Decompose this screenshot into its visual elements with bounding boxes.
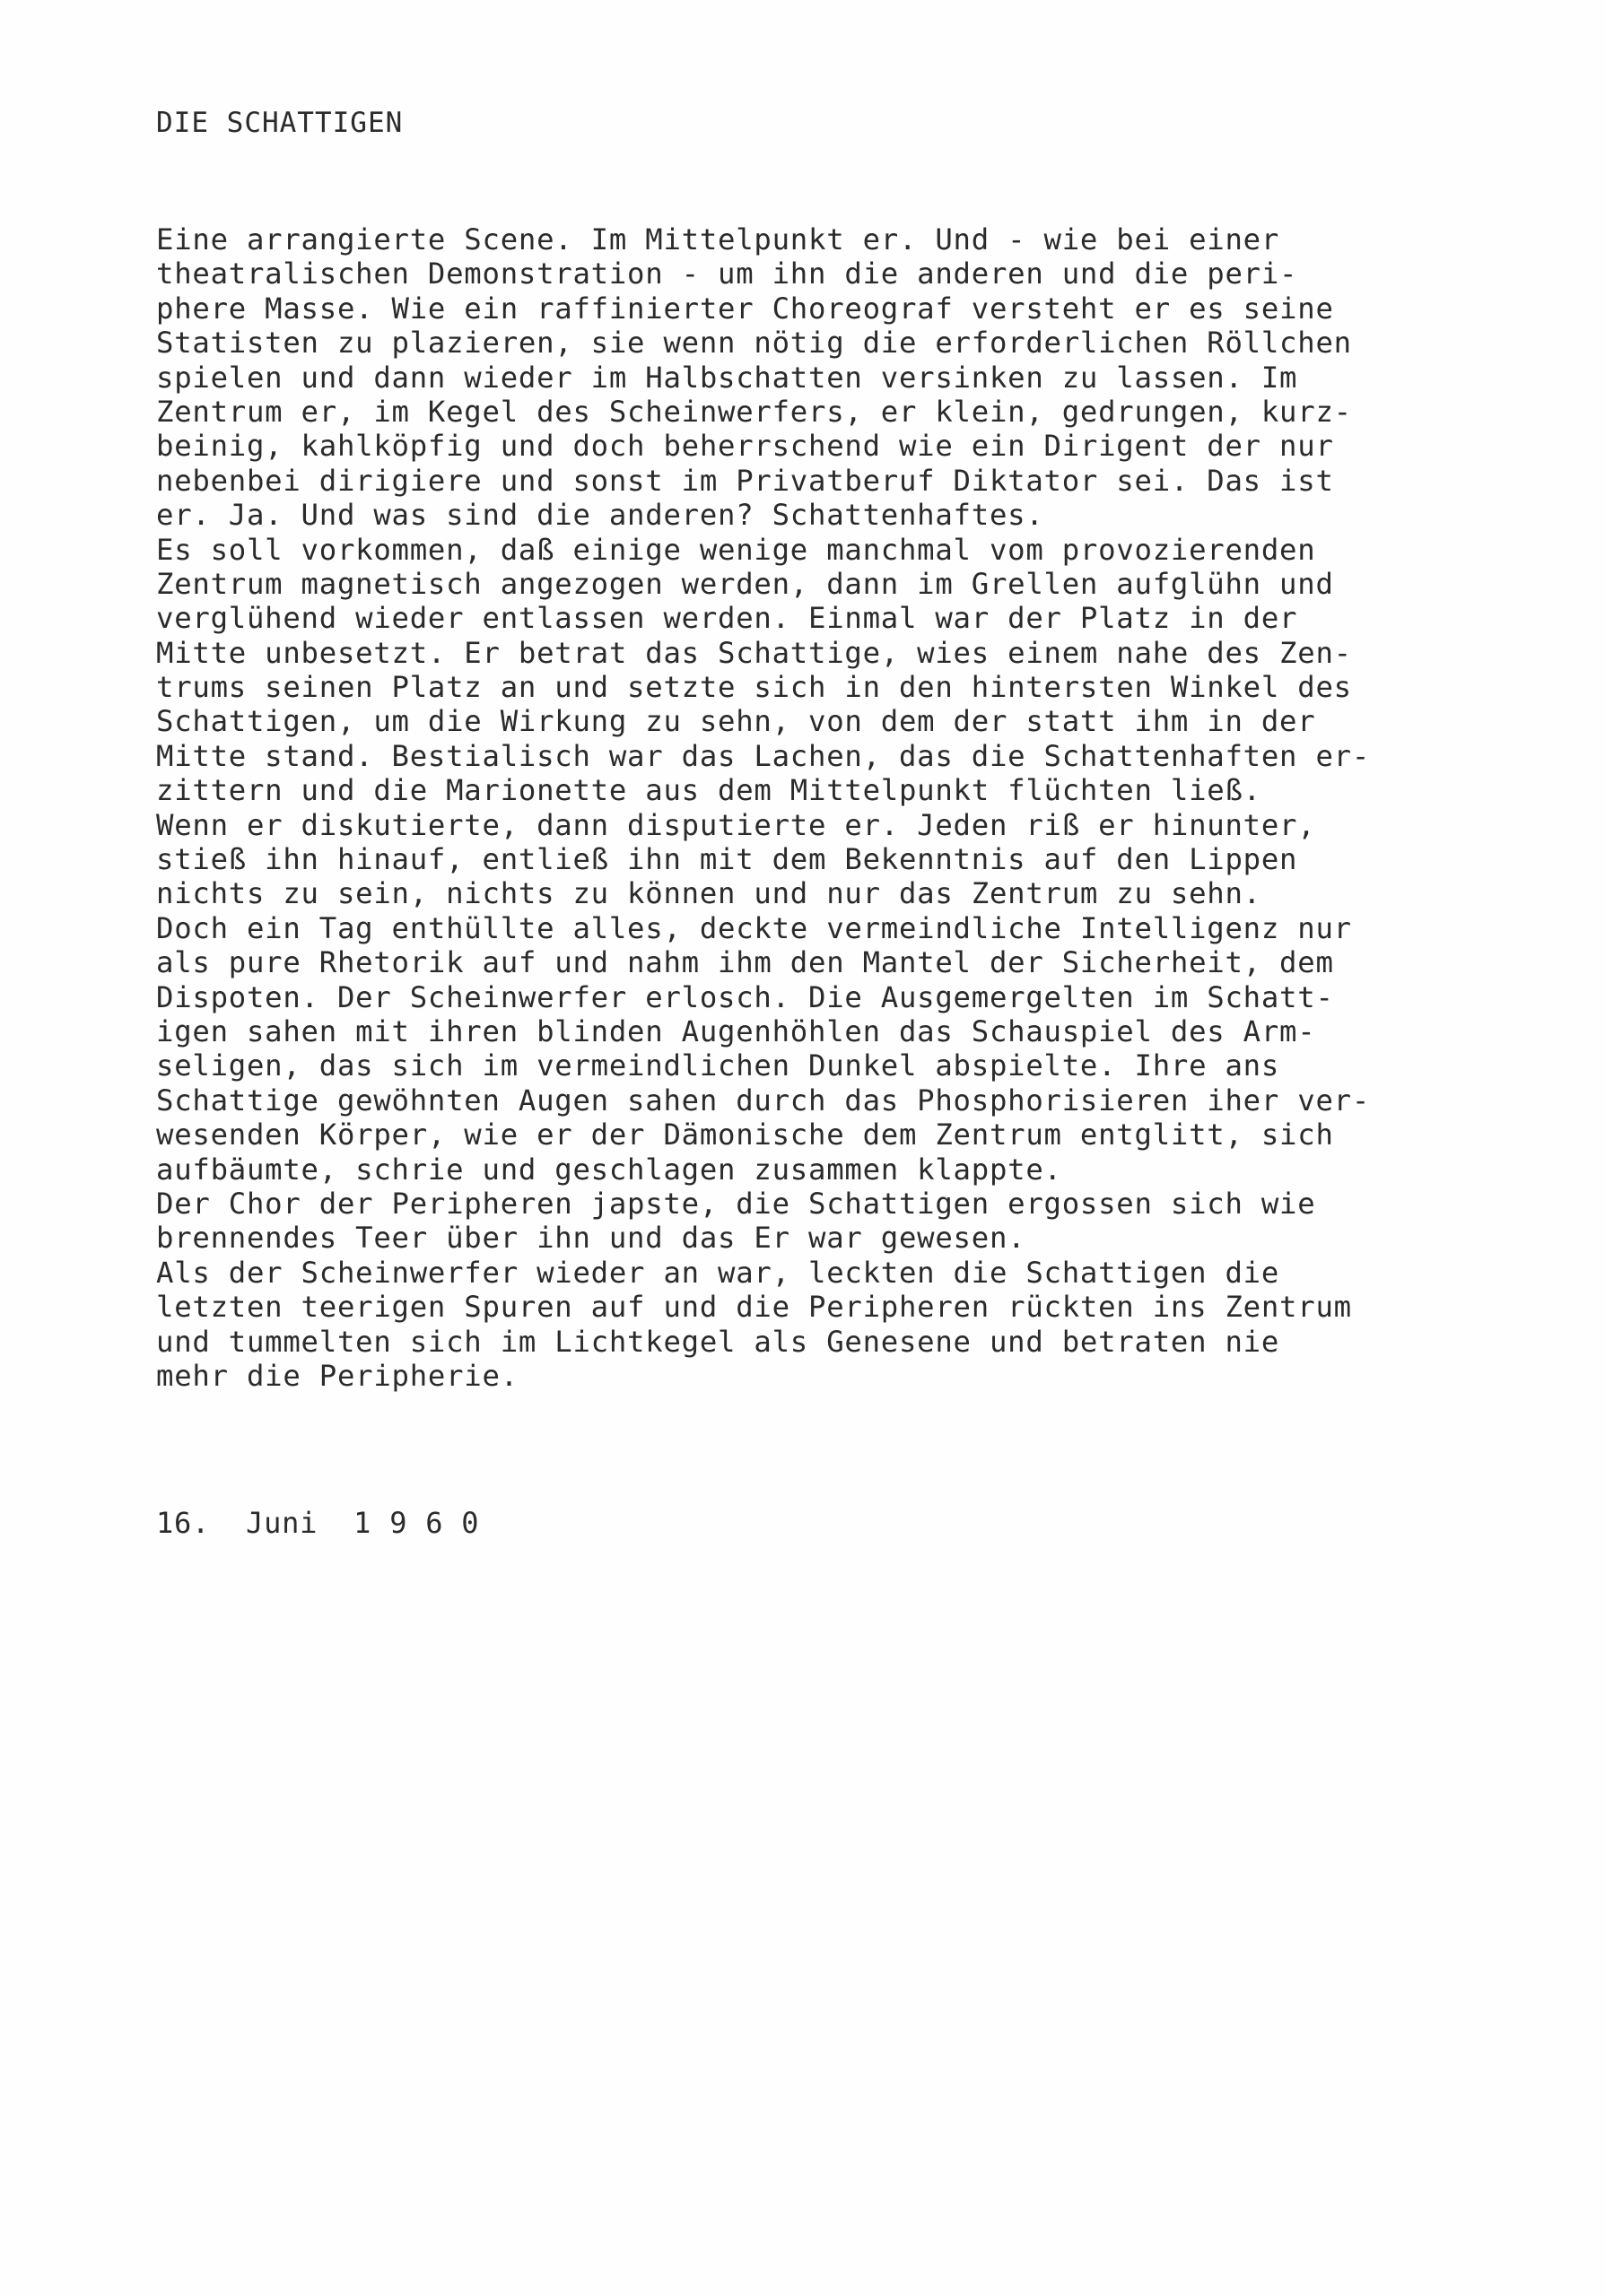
text-line: nichts zu sein, nichts zu können und nur das Zentrum zu sehn. bbox=[156, 876, 1261, 911]
body-text bbox=[156, 222, 1556, 1393]
text-line: theatralischen Demonstration - um ihn die anderen und die peri- bbox=[156, 257, 1298, 291]
text-line: Wenn er diskutierte, dann disputierte er. Jeden riß er hinunter, bbox=[156, 807, 1316, 842]
text-line: Mitte unbesetzt. Er betrat das Schattige, wies einem nahe des Zen- bbox=[156, 635, 1352, 670]
text-line: und tummelten sich im Lichtkegel als Genesene und betraten nie bbox=[156, 1324, 1280, 1359]
text-line: er. Ja. Und was sind die anderen? Schattenhaftes. bbox=[156, 498, 1044, 533]
text-line: trums seinen Platz an und setzte sich in den hintersten Winkel des bbox=[156, 670, 1352, 705]
text-line: brennendes Teer über ihn und das Er war gewesen. bbox=[156, 1221, 1026, 1256]
text-line: Schattigen, um die Wirkung zu sehn, von dem der statt ihm in der bbox=[156, 704, 1316, 739]
text-line: Dispoten. Der Scheinwerfer erlosch. Die Ausgemergelten im Schatt- bbox=[156, 979, 1334, 1014]
document-title: DIE SCHATTIGEN bbox=[156, 107, 404, 139]
text-line: igen sahen mit ihren blinden Augenhöhlen das Schauspiel des Arm- bbox=[156, 1013, 1316, 1048]
text-line: zittern und die Marionette aus dem Mittelpunkt flüchten ließ. bbox=[156, 773, 1261, 808]
text-line: seligen, das sich im vermeindlichen Dunkel abspielte. Ihre ans bbox=[156, 1048, 1280, 1083]
text-line: verglühend wieder entlassen werden. Einmal war der Platz in der bbox=[156, 601, 1298, 636]
text-line: beinig, kahlköpfig und doch beherrschend wie ein Dirigent der nur bbox=[156, 429, 1334, 464]
text-line: mehr die Peripherie. bbox=[156, 1358, 519, 1393]
text-line: Zentrum magnetisch angezogen werden, dann im Grellen aufglühn und bbox=[156, 566, 1334, 601]
text-line: wesenden Körper, wie er der Dämonische dem Zentrum entglitt, sich bbox=[156, 1118, 1334, 1152]
document-date: 16. Juni 1 9 6 0 bbox=[156, 1506, 480, 1540]
text-line: Schattige gewöhnten Augen sahen durch das Phosphorisieren iher ver- bbox=[156, 1083, 1371, 1118]
text-line: spielen und dann wieder im Halbschatten versinken zu lassen. Im bbox=[156, 360, 1298, 395]
text-line: nebenbei dirigiere und sonst im Privatberuf Diktator sei. Das ist bbox=[156, 463, 1334, 498]
text-line: Doch ein Tag enthüllte alles, deckte vermeindliche Intelligenz nur bbox=[156, 910, 1352, 945]
text-line: Es soll vorkommen, daß einige wenige manchmal vom provozierenden bbox=[156, 532, 1316, 567]
text-line: als pure Rhetorik auf und nahm ihm den Mantel der Sicherheit, dem bbox=[156, 945, 1334, 980]
text-line: aufbäumte, schrie und geschlagen zusammen klappte. bbox=[156, 1152, 1062, 1187]
text-line: letzten teerigen Spuren auf und die Peripheren rückten ins Zentrum bbox=[156, 1290, 1352, 1325]
text-line: Mitte stand. Bestialisch war das Lachen, das die Schattenhaften er- bbox=[156, 738, 1371, 773]
text-line: Eine arrangierte Scene. Im Mittelpunkt er. Und - wie bei einer bbox=[156, 222, 1280, 257]
text-line: Als der Scheinwerfer wieder an war, leckten die Schattigen die bbox=[156, 1255, 1280, 1290]
text-line: stieß ihn hinauf, entließ ihn mit dem Bekenntnis auf den Lippen bbox=[156, 842, 1298, 877]
text-line: phere Masse. Wie ein raffinierter Choreograf versteht er es seine bbox=[156, 291, 1334, 326]
text-line: Der Chor der Peripheren japste, die Schattigen ergossen sich wie bbox=[156, 1186, 1316, 1221]
text-line: Statisten zu plazieren, sie wenn nötig die erforderlichen Röllchen bbox=[156, 326, 1352, 361]
text-line: Zentrum er, im Kegel des Scheinwerfers, er klein, gedrungen, kurz- bbox=[156, 394, 1352, 429]
